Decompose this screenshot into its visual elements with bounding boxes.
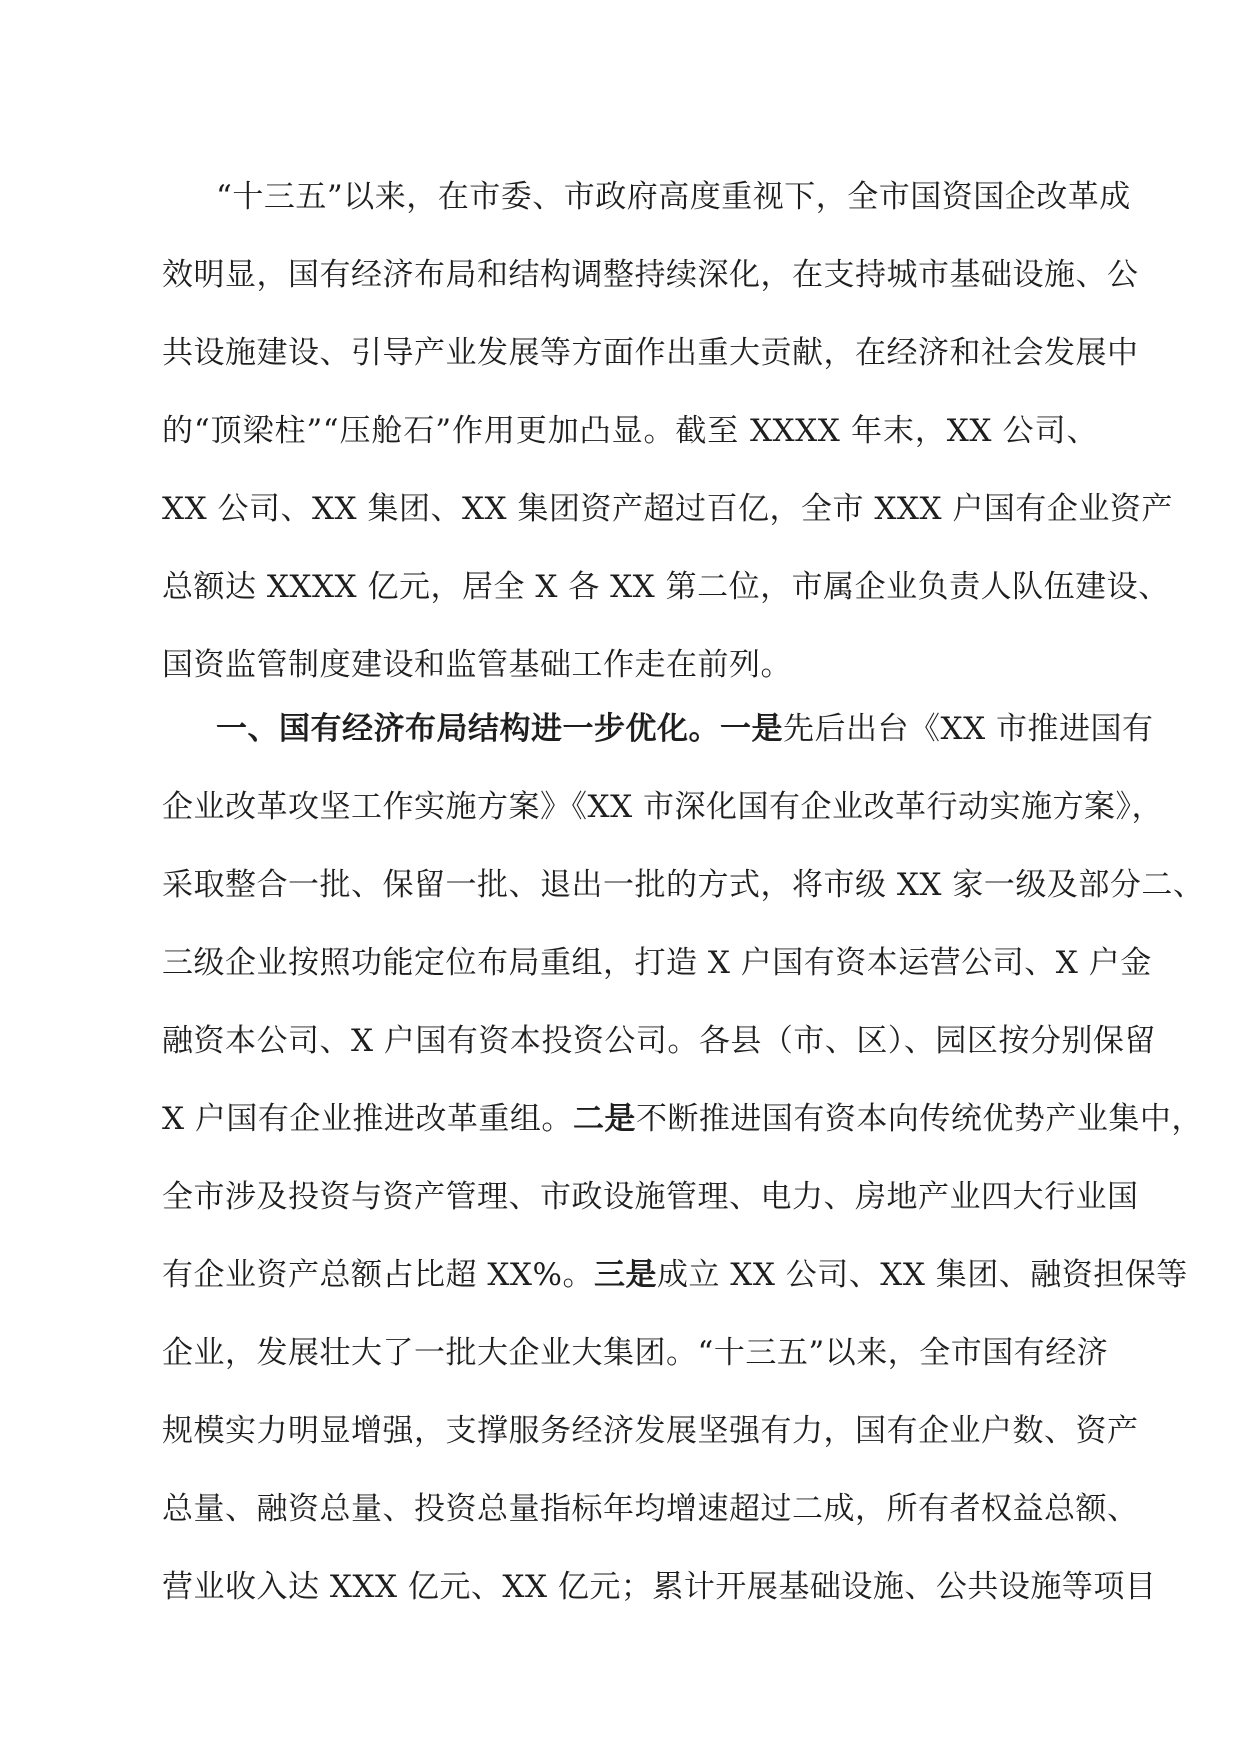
text-line: 企业改革攻坚工作实施方案》《XX 市深化国有企业改革行动实施方案》，: [162, 789, 1163, 825]
text-line: 共设施建设、引导产业发展等方面作出重大贡献，在经济和社会发展中: [162, 335, 1139, 371]
text-line: “十三五”以来，在市委、市政府高度重视下，全市国资国企改革成: [216, 179, 1131, 215]
list-marker: 二是: [572, 1101, 636, 1137]
text-line: 总额达 XXXX 亿元，居全 X 各 XX 第二位，市属企业负责人队伍建设、: [162, 569, 1170, 605]
text-line: 三级企业按照功能定位布局重组，打造 X 户国有资本运营公司、X 户金: [162, 945, 1152, 981]
text-line: XX 公司、XX 集团、XX 集团资产超过百亿，全市 XXX 户国有企业资产: [162, 491, 1173, 527]
text-run: 不断推进国有资本向传统优势产业集中，: [635, 1101, 1203, 1137]
text-line: 规模实力明显增强，支撑服务经济发展坚强有力，国有企业户数、资产: [162, 1413, 1139, 1449]
text-line: 效明显，国有经济布局和结构调整持续深化，在支持城市基础设施、公: [162, 257, 1139, 293]
section-heading: 一、国有经济布局结构进一步优化。: [216, 711, 720, 747]
text-line: 国资监管制度建设和监管基础工作走在前列。: [162, 647, 792, 683]
text-line: 融资本公司、X 户国有资本投资公司。各县（市、区）、园区按分别保留: [162, 1023, 1156, 1059]
paragraph-intro: [162, 158, 1173, 704]
text-line: [162, 690, 1154, 768]
text-line: 采取整合一批、保留一批、退出一批的方式，将市级 XX 家一级及部分二、: [162, 867, 1205, 903]
text-line: 的“顶梁柱”“压舱石”作用更加凸显。截至 XXXX 年末，XX 公司、: [162, 413, 1098, 449]
text-line: [162, 1236, 1188, 1314]
text-line: [162, 1080, 1203, 1158]
paragraph-section-one: [162, 690, 1205, 1626]
text-line: 营业收入达 XXX 亿元、XX 亿元；累计开展基础设施、公共设施等项目: [162, 1569, 1157, 1605]
text-line: 全市涉及投资与资产管理、市政设施管理、电力、房地产业四大行业国: [162, 1179, 1139, 1215]
text-run: X 户国有企业推进改革重组。: [162, 1101, 573, 1137]
list-marker: 一是: [720, 711, 783, 747]
list-marker: 三是: [593, 1257, 657, 1293]
text-line: 总量、融资总量、投资总量指标年均增速超过二成，所有者权益总额、: [162, 1491, 1139, 1527]
text-run: 先后出台《XX 市推进国有: [783, 711, 1154, 747]
text-run: 有企业资产总额占比超 XX%。: [162, 1257, 594, 1293]
text-line: 企业，发展壮大了一批大企业大集团。“十三五”以来，全市国有经济: [162, 1335, 1109, 1371]
text-run: 成立 XX 公司、XX 集团、融资担保等: [656, 1257, 1188, 1293]
